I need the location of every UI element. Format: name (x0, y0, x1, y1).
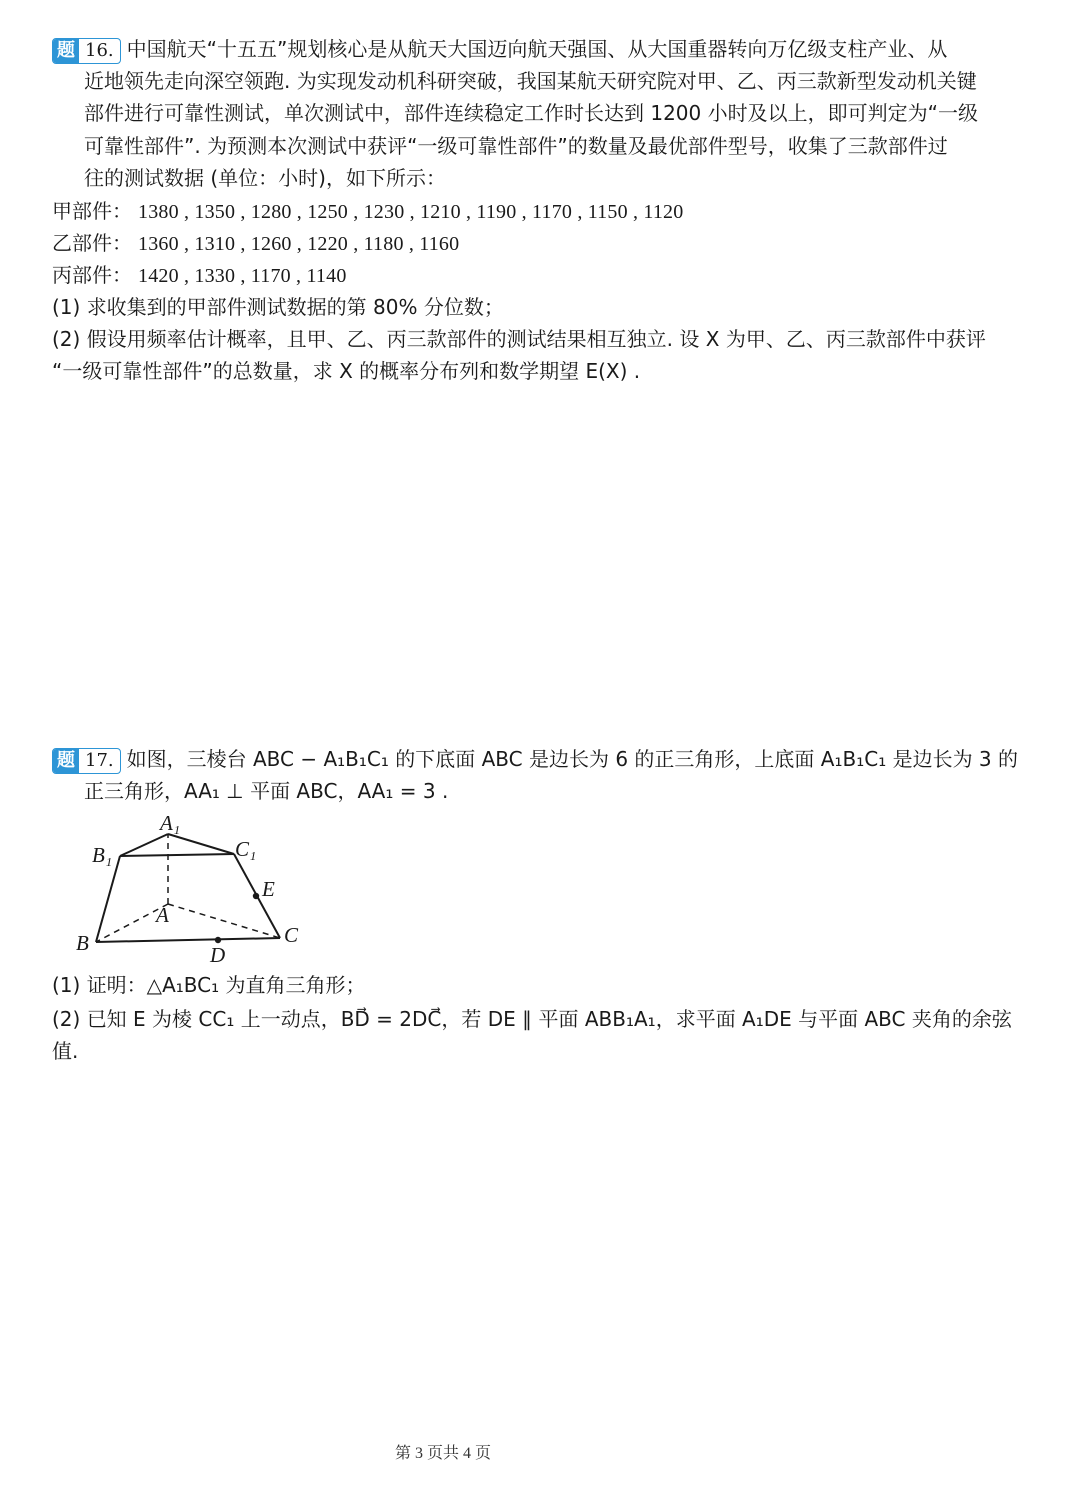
problem-16-line-2: 近地领先走向深空领跑. 为实现发动机科研突破，我国某航天研究院对甲、乙、丙三款新型发动机关键 (84, 69, 977, 93)
edge-a1-c1 (168, 834, 234, 854)
problem-16-line-1: 题 16. 中国航天“十五五”规划核心是从航天大国迈向航天强国、从大国重器转向万亿级支柱产业、从 (52, 34, 947, 64)
problem-17-question-2-line-1: (2) 已知 E 为棱 CC₁ 上一动点，BD⃗ = 2DC⃗，若 DE ∥ 平面 ABB₁A₁，求平面 A₁DE 与平面 ABC 夹角的余弦 (52, 1007, 1012, 1031)
data-row-bing: 丙部件： 1420 , 1330 , 1170 , 1140 (52, 263, 347, 287)
problem-16-question-2-line-2: “一级可靠性部件”的总数量，求 X 的概率分布列和数学期望 E(X) . (52, 359, 641, 383)
page-footer: 第 3 页共 4 页 (394, 1445, 491, 1462)
problem-17-line-2: 正三角形，AA₁ ⊥ 平面 ABC，AA₁ = 3 . (84, 779, 449, 803)
edge-b1-a1 (120, 834, 168, 856)
label-b1: B₁ (92, 843, 113, 867)
frustum-figure (70, 810, 330, 970)
label-b: B (76, 931, 89, 955)
label-a1: A₁ (160, 811, 181, 835)
label-d: D (210, 943, 226, 967)
problem-number-badge: 题 16. (52, 38, 121, 64)
point-e (253, 893, 259, 899)
problem-16-question-2-line-1: (2) 假设用频率估计概率，且甲、乙、丙三款部件的测试结果相互独立. 设 X 为甲、乙、丙三款部件中获评 (52, 327, 986, 351)
problem-16-line-3: 部件进行可靠性测试，单次测试中，部件连续稳定工作时长达到 1200 小时及以上，即可判定为“一级 (84, 101, 978, 125)
edge-b1-c1 (120, 854, 234, 856)
label-e: E (262, 877, 275, 901)
edge-b-b1 (96, 856, 120, 942)
label-c1: C₁ (235, 837, 257, 861)
problem-16-question-1: (1) 求收集到的甲部件测试数据的第 80% 分位数； (52, 295, 504, 319)
edge-b-c (96, 938, 280, 942)
problem-number-badge: 题 17. (52, 748, 121, 774)
problem-17-question-2-line-2: 值. (52, 1039, 79, 1063)
problem-17-question-1: (1) 证明：△A₁BC₁ 为直角三角形； (52, 973, 366, 997)
problem-16-line-5: 往的测试数据 (单位：小时)，如下所示： (84, 166, 446, 190)
label-a: A (156, 903, 169, 927)
problem-17-line-1: 题 17. 如图，三棱台 ABC − A₁B₁C₁ 的下底面 ABC 是边长为 6 的正三角形，上底面 A₁B₁C₁ 是边长为 3 的 (52, 744, 1018, 774)
data-row-jia: 甲部件： 1380 , 1350 , 1280 , 1250 , 1230 , 1210 , 1190 , 1170 , 1150 , 1120 (52, 199, 684, 223)
problem-16-line-4: 可靠性部件”. 为预测本次测试中获评“一级可靠性部件”的数量及最优部件型号，收集了三款部件过 (84, 134, 948, 158)
label-c: C (284, 923, 299, 947)
data-row-yi: 乙部件： 1360 , 1310 , 1260 , 1220 , 1180 , 1160 (52, 231, 460, 255)
